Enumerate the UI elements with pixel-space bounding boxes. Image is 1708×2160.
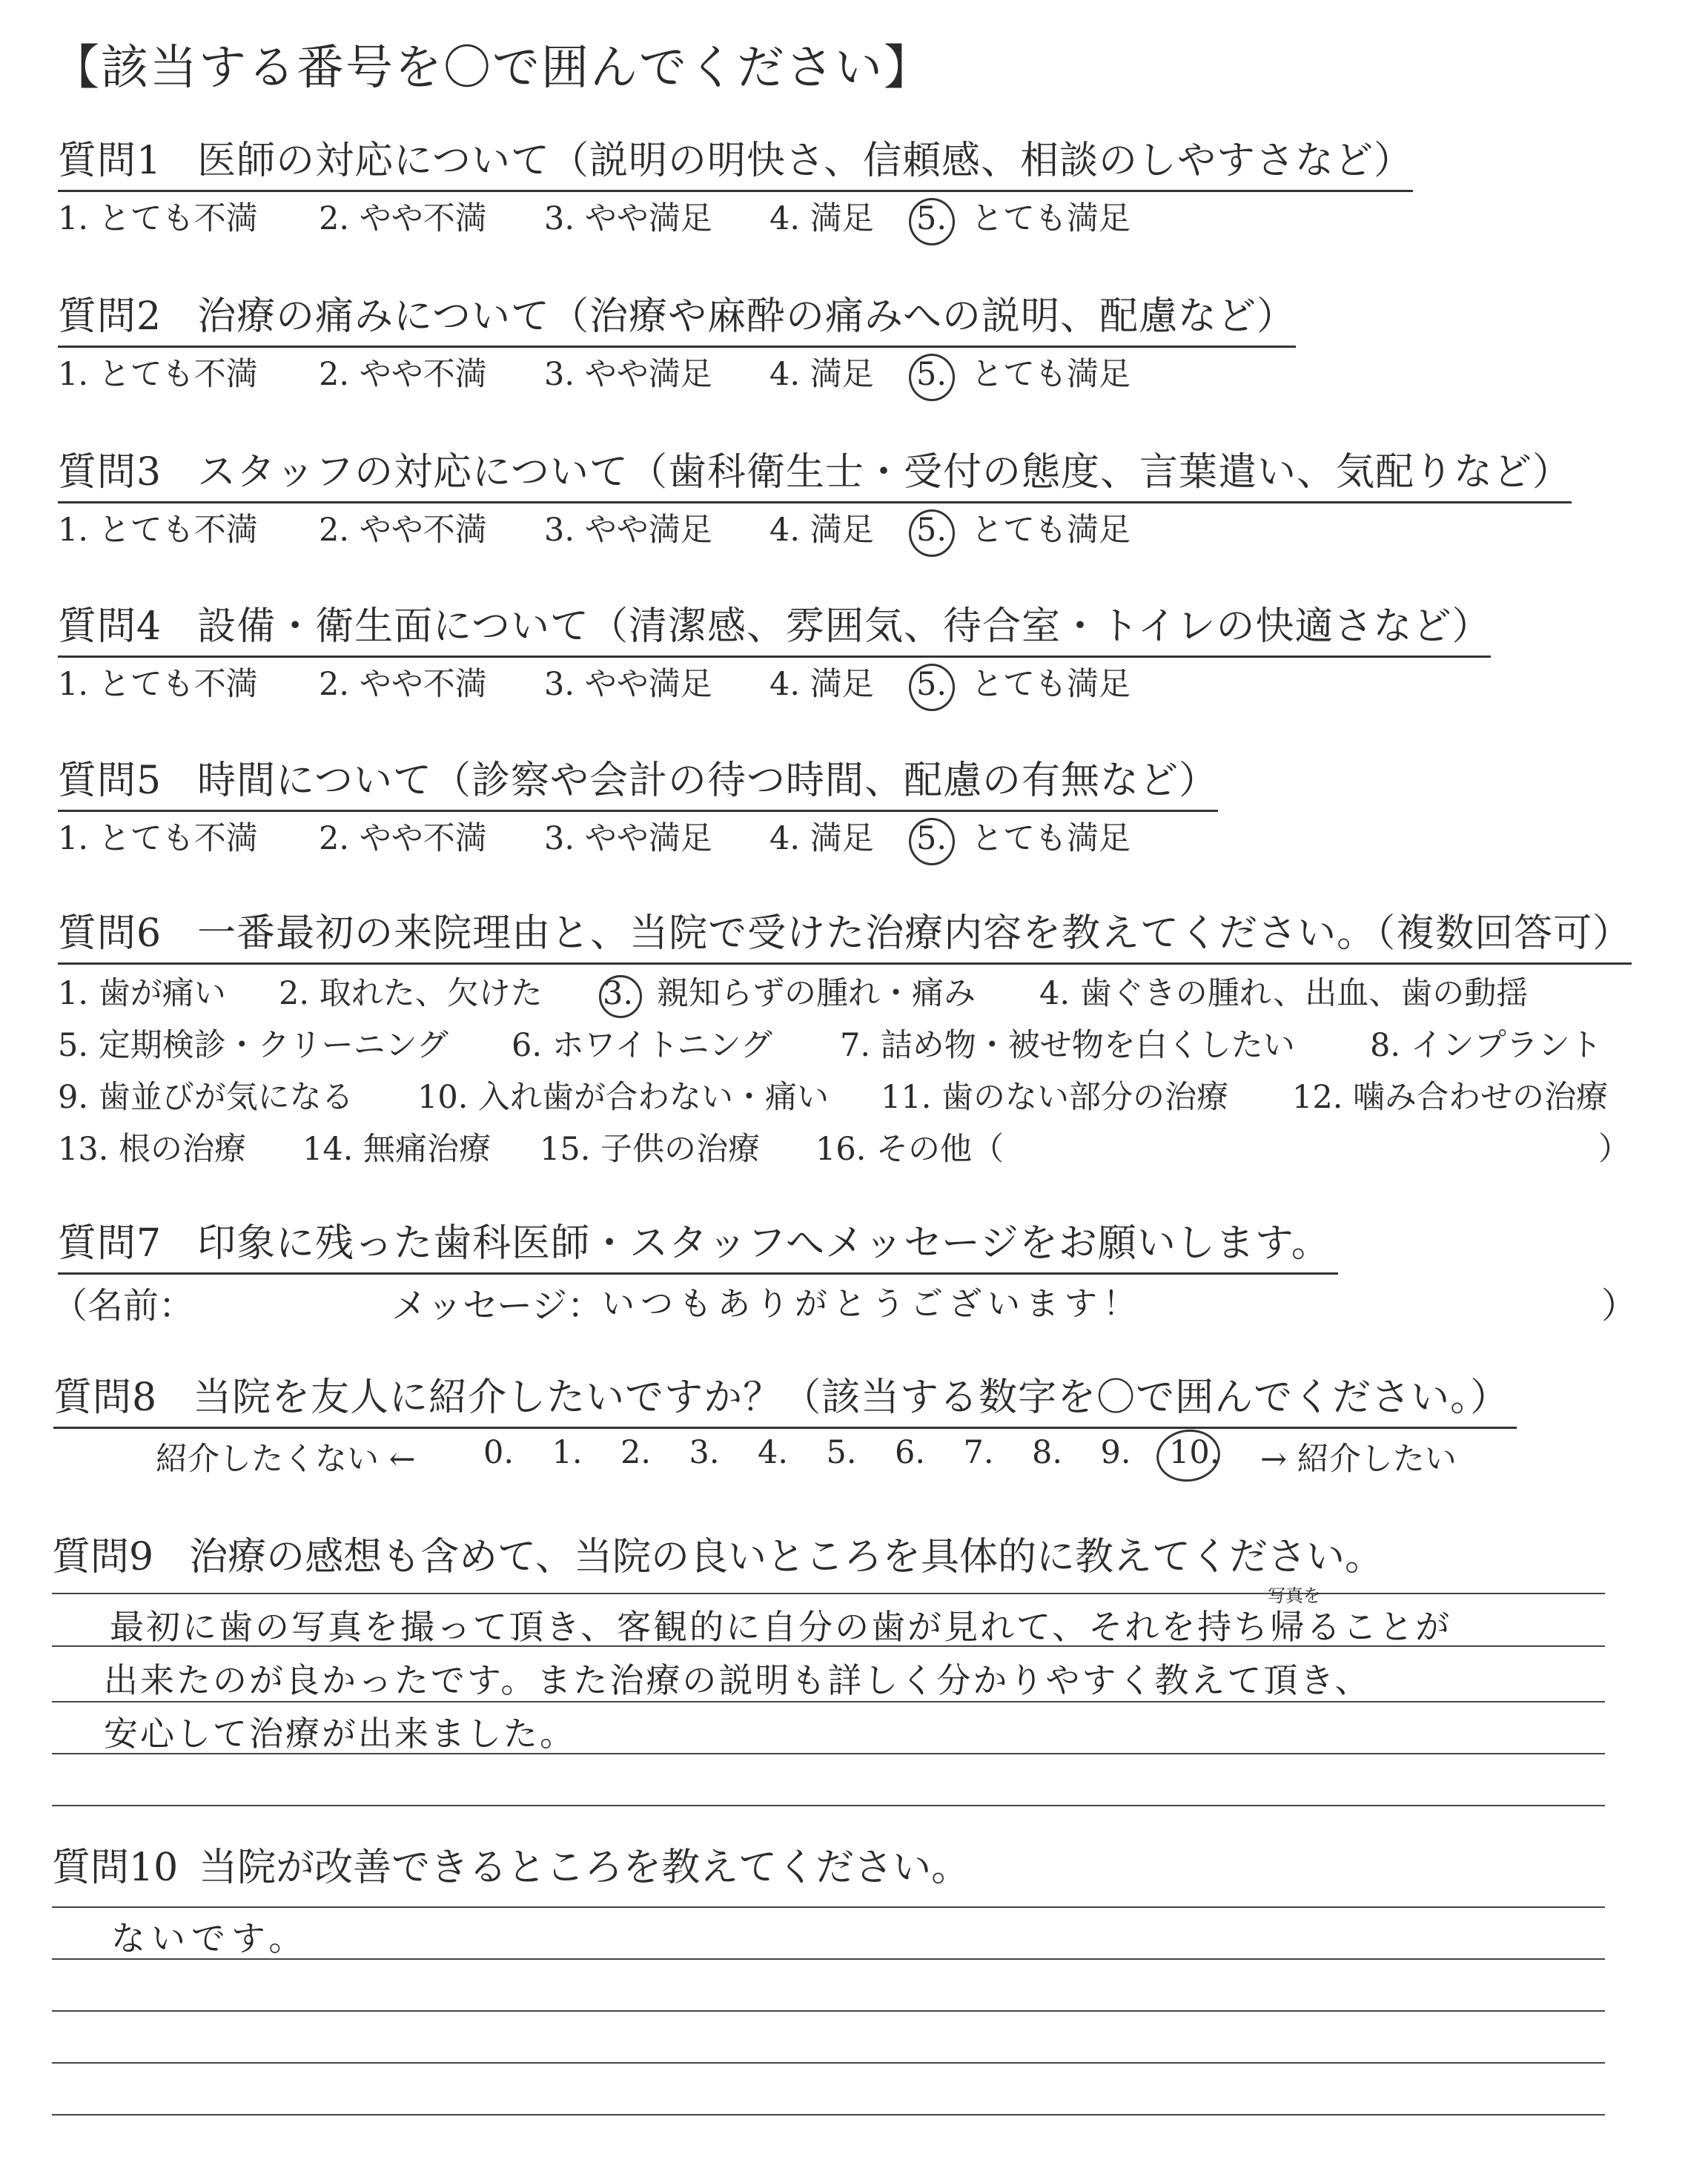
referral-score-10[interactable]: 10. (1169, 1434, 1220, 1471)
rating-option-3[interactable]: 3. やや満足 (544, 356, 712, 393)
question-6 (58, 906, 1632, 1175)
question-7 (58, 1216, 1338, 1275)
selection-circle (909, 664, 955, 711)
rating-option-2[interactable]: 2. やや不満 (319, 820, 487, 857)
question-7-title (58, 1216, 1338, 1275)
referral-score-1[interactable]: 1. (552, 1434, 583, 1471)
question-2 (58, 289, 1296, 400)
question-8 (53, 1370, 1517, 1429)
referral-score-5[interactable]: 5. (826, 1434, 857, 1471)
referral-score-7[interactable]: 7. (963, 1434, 994, 1471)
rating-option-3[interactable]: 3. やや満足 (544, 820, 712, 857)
rating-option-5-label: とても満足 (971, 356, 1131, 393)
referral-score-6[interactable]: 6. (895, 1434, 926, 1471)
option-11[interactable]: 11. 歯のない部分の治療 (881, 1079, 1229, 1116)
rating-option-4[interactable]: 4. 満足 (769, 666, 874, 703)
question-text: 印象に残った歯科医師・スタッフへメッセージをお願いします。 (197, 1221, 1331, 1266)
question-number: 質問10 (52, 1846, 179, 1890)
message-label: メッセージ： (391, 1285, 603, 1327)
rating-option-3[interactable]: 3. やや満足 (544, 666, 712, 703)
rating-option-1[interactable]: 1. とても不満 (58, 200, 258, 237)
question-text: 当院を友人に紹介したいですか？（該当する数字を〇で囲んでください。） (193, 1375, 1510, 1420)
answer-line (52, 1805, 1605, 1806)
rating-option-4[interactable]: 4. 満足 (769, 820, 874, 857)
rating-option-5[interactable]: 5. (916, 356, 947, 393)
answer-text-line-1[interactable]: 最初に歯の写真を撮って頂き、客観的に自分の歯が見れて、それを持ち帰ることが (110, 1607, 1452, 1647)
selection-circle (909, 818, 955, 865)
option-13[interactable]: 13. 根の治療 (58, 1131, 247, 1168)
rating-options (58, 349, 1296, 400)
question-text: 当院が改善できるところを教えてください。 (199, 1846, 970, 1890)
rating-option-1[interactable]: 1. とても不満 (58, 356, 258, 393)
option-1[interactable]: 1. 歯が痛い (58, 975, 226, 1012)
option-5[interactable]: 5. 定期検診・クリーニング (58, 1027, 448, 1064)
question-text: 治療の痛みについて（治療や麻酔の痛みへの説明、配慮など） (197, 294, 1297, 339)
option-4[interactable]: 4. 歯ぐきの腫れ、出血、歯の動揺 (1039, 975, 1529, 1012)
question-number: 質問8 (53, 1375, 158, 1420)
question-1-title (58, 133, 1413, 192)
option-6[interactable]: 6. ホワイトニング (512, 1027, 772, 1064)
question-number: 質問3 (58, 450, 162, 495)
option-12[interactable]: 12. 噛み合わせの治療 (1292, 1079, 1609, 1116)
selection-circle (909, 354, 955, 401)
option-2[interactable]: 2. 取れた、欠けた (279, 975, 543, 1012)
referral-right-label: → 紹介したい (1260, 1441, 1457, 1478)
question-2-title (58, 289, 1296, 348)
rating-option-5-label: とても満足 (971, 200, 1131, 237)
rating-option-4[interactable]: 4. 満足 (769, 512, 874, 549)
rating-option-1[interactable]: 1. とても不満 (58, 820, 258, 857)
question-number: 質問1 (58, 139, 162, 183)
form-instruction-header: 【該当する番号を〇で囲んでください】 (52, 41, 933, 96)
option-7[interactable]: 7. 詰め物・被せ物を白くしたい (840, 1027, 1295, 1064)
rating-options (58, 659, 1491, 710)
option-15[interactable]: 15. 子供の治療 (540, 1131, 761, 1168)
referral-left-label: 紹介したくない ← (156, 1441, 416, 1478)
selection-circle (909, 509, 955, 557)
question-text: 時間について（診察や会計の待つ時間、配慮の有無など） (197, 759, 1219, 803)
selection-circle (909, 198, 955, 245)
rating-option-3[interactable]: 3. やや満足 (544, 512, 712, 549)
rating-option-2[interactable]: 2. やや不満 (319, 512, 487, 549)
referral-score-0[interactable]: 0. (483, 1434, 514, 1471)
referral-score-8[interactable]: 8. (1032, 1434, 1063, 1471)
rating-option-2[interactable]: 2. やや不満 (319, 666, 487, 703)
option-10[interactable]: 10. 入れ歯が合わない・痛い (417, 1079, 830, 1116)
answer-line (52, 2062, 1605, 2064)
question-text: スタッフの対応について（歯科衛生士・受付の態度、言葉遣い、気配りなど） (197, 450, 1572, 495)
rating-option-2[interactable]: 2. やや不満 (319, 356, 487, 393)
referral-score-3[interactable]: 3. (689, 1434, 720, 1471)
name-label: （名前： (52, 1285, 195, 1327)
answer-line (52, 1593, 1605, 1594)
rating-option-1[interactable]: 1. とても不満 (58, 512, 258, 549)
rating-options (58, 813, 1218, 864)
message-close-paren: ） (1601, 1285, 1638, 1327)
answer-text-line-2[interactable]: 出来たのが良かったです。また治療の説明も詳しく分かりやすく教えて頂き、 (104, 1660, 1371, 1700)
question-3-title (58, 445, 1572, 503)
question-1 (58, 133, 1413, 244)
question-5-title (58, 753, 1218, 812)
rating-option-1[interactable]: 1. とても不満 (58, 666, 258, 703)
question-text: 一番最初の来院理由と、当院で受けた治療内容を教えてください。（複数回答可） (197, 911, 1632, 956)
handwritten-insert-note: 写真を (1268, 1585, 1321, 1606)
answer-line (52, 2010, 1605, 2012)
question-number: 質問9 (52, 1535, 154, 1579)
question-10-title (52, 1840, 970, 1895)
question-text: 設備・衛生面について（清潔感、雰囲気、待合室・トイレの快適さなど） (197, 604, 1492, 649)
option-16[interactable]: 16. その他（ (815, 1131, 1004, 1168)
question-text: 治療の感想も含めて、当院の良いところを具体的に教えてください。 (189, 1535, 1384, 1579)
rating-option-4[interactable]: 4. 満足 (769, 200, 874, 237)
rating-option-5[interactable]: 5. (916, 666, 947, 703)
rating-option-2[interactable]: 2. やや不満 (319, 200, 487, 237)
message-answer[interactable]: いつもありがとうございます！ (602, 1285, 1142, 1323)
answer-text-line-1[interactable]: ないです。 (111, 1918, 309, 1958)
question-6-title (58, 906, 1632, 965)
rating-option-5-label: とても満足 (971, 820, 1131, 857)
option-3[interactable]: 3. (603, 975, 634, 1012)
rating-options (58, 194, 1413, 244)
question-number: 質問4 (58, 604, 162, 649)
question-10 (52, 1840, 970, 1895)
question-5 (58, 753, 1218, 864)
rating-options (58, 505, 1572, 555)
question-number: 質問6 (58, 911, 162, 956)
referral-score-4[interactable]: 4. (758, 1434, 789, 1471)
rating-option-3[interactable]: 3. やや満足 (544, 200, 712, 237)
rating-option-5-label: とても満足 (971, 512, 1131, 549)
question-3 (58, 445, 1572, 555)
question-text: 医師の対応について（説明の明快さ、信頼感、相談のしやすさなど） (197, 139, 1413, 183)
rating-option-4[interactable]: 4. 満足 (769, 356, 874, 393)
question-number: 質問5 (58, 759, 162, 803)
option-8[interactable]: 8. インプラント (1370, 1027, 1602, 1064)
question-8-title (53, 1370, 1517, 1429)
question-9 (52, 1530, 1383, 1585)
rating-option-5[interactable]: 5. (916, 200, 947, 237)
option-14[interactable]: 14. 無痛治療 (302, 1131, 491, 1168)
rating-option-5-label: とても満足 (971, 666, 1131, 703)
question-4-title (58, 599, 1491, 658)
referral-score-9[interactable]: 9. (1100, 1434, 1131, 1471)
question-number: 質問2 (58, 294, 162, 339)
referral-score-2[interactable]: 2. (620, 1434, 652, 1471)
answer-text-line-3[interactable]: 安心して治療が出来ました。 (104, 1714, 576, 1754)
answer-line (52, 2114, 1605, 2116)
option-9[interactable]: 9. 歯並びが気になる (58, 1079, 354, 1116)
rating-option-5[interactable]: 5. (916, 820, 947, 857)
question-4 (58, 599, 1491, 710)
question-9-title (52, 1530, 1383, 1585)
answer-line (52, 1906, 1605, 1908)
question-6-options (58, 968, 1632, 1175)
option-3-label: 親知らずの腫れ・痛み (657, 975, 976, 1012)
question-number: 質問7 (58, 1221, 162, 1266)
selection-circle (599, 975, 642, 1018)
rating-option-5[interactable]: 5. (916, 512, 947, 549)
option-16-close: ） (1598, 1131, 1630, 1168)
